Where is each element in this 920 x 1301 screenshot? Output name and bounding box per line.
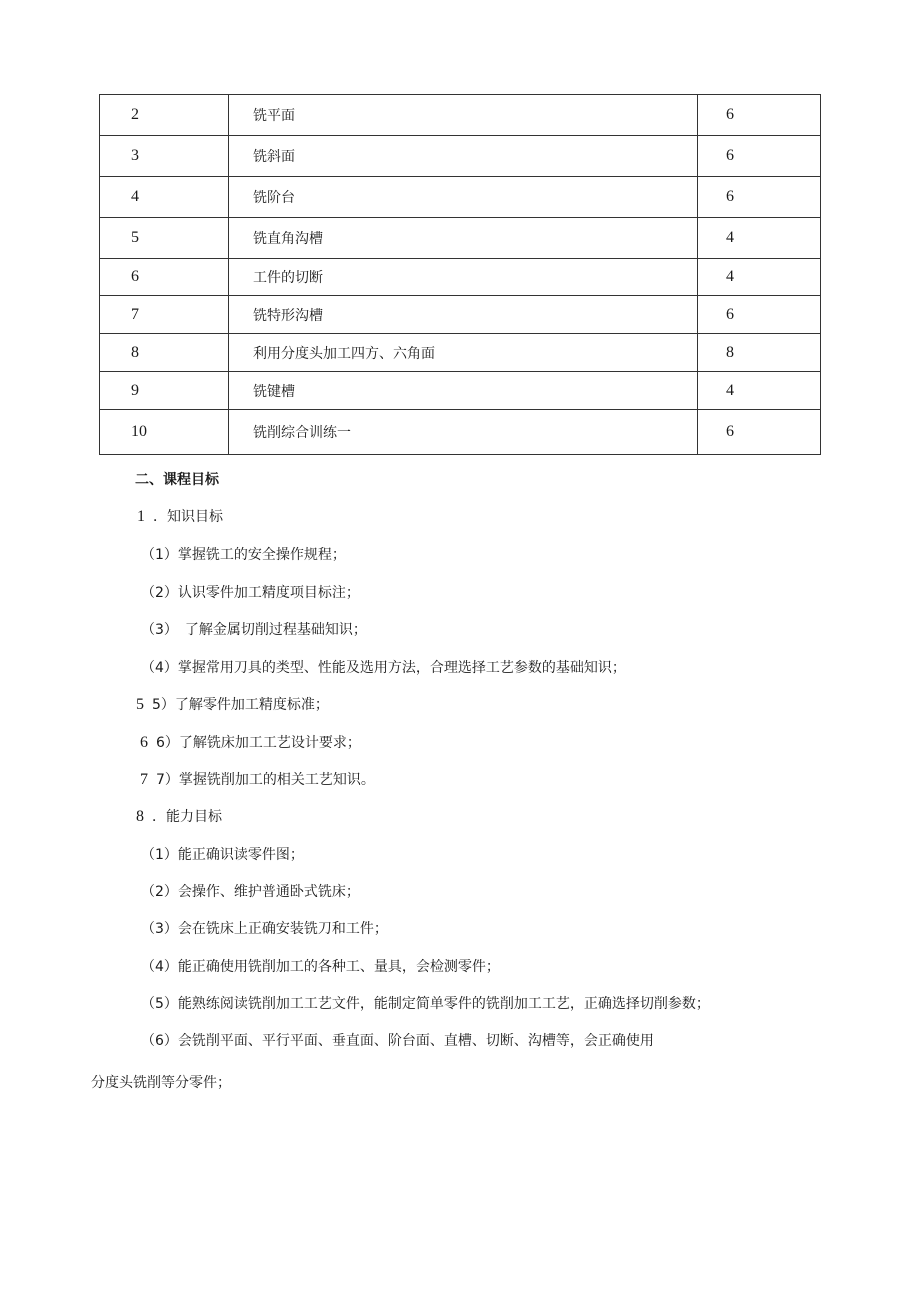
ability-goals-title bbox=[136, 808, 222, 826]
ability-item: （5）能熟练阅读铣削加工工艺文件，能制定简单零件的铣削加工工艺，正确选择切削参数； bbox=[141, 996, 710, 1012]
ability-item-continuation: 分度头铣削等分零件； bbox=[91, 1075, 231, 1091]
row-hours: 4 bbox=[698, 372, 821, 410]
ability-goals-number: 8 bbox=[136, 808, 144, 825]
row-topic: 铣平面 bbox=[229, 95, 698, 136]
knowledge-item: （4）掌握常用刀具的类型、性能及选用方法，合理选择工艺参数的基础知识； bbox=[141, 660, 626, 676]
row-number: 5 bbox=[100, 218, 229, 259]
row-hours: 8 bbox=[698, 334, 821, 372]
row-number: 4 bbox=[100, 177, 229, 218]
row-number: 3 bbox=[100, 136, 229, 177]
row-number: 7 bbox=[100, 296, 229, 334]
section-heading: 二、课程目标 bbox=[135, 472, 219, 488]
ability-item: （6）会铣削平面、平行平面、垂直面、阶台面、直槽、切断、沟槽等，会正确使用 bbox=[141, 1033, 654, 1049]
table-row bbox=[100, 410, 821, 455]
table-row bbox=[100, 372, 821, 410]
knowledge-item bbox=[136, 696, 329, 714]
row-hours: 6 bbox=[698, 296, 821, 334]
row-topic: 铣键槽 bbox=[229, 372, 698, 410]
table-row bbox=[100, 218, 821, 259]
row-topic: 铣斜面 bbox=[229, 136, 698, 177]
table-row bbox=[100, 259, 821, 296]
ability-item: （2）会操作、维护普通卧式铣床； bbox=[141, 884, 360, 900]
course-hours-table bbox=[99, 94, 821, 455]
ability-goals-label: ．能力目标 bbox=[152, 809, 222, 825]
row-hours: 6 bbox=[698, 410, 821, 455]
row-topic: 铣特形沟槽 bbox=[229, 296, 698, 334]
item-text: 6）了解铣床加工工艺设计要求； bbox=[156, 735, 361, 751]
row-number: 6 bbox=[100, 259, 229, 296]
row-hours: 6 bbox=[698, 95, 821, 136]
ability-item: （4）能正确使用铣削加工的各种工、量具，会检测零件； bbox=[141, 959, 500, 975]
knowledge-item bbox=[140, 771, 375, 789]
row-hours: 4 bbox=[698, 218, 821, 259]
item-number: 6 bbox=[140, 734, 148, 751]
row-hours: 6 bbox=[698, 177, 821, 218]
item-number: 7 bbox=[140, 771, 148, 788]
item-text: 7）掌握铣削加工的相关工艺知识。 bbox=[156, 772, 375, 788]
table-row bbox=[100, 136, 821, 177]
row-topic: 工件的切断 bbox=[229, 259, 698, 296]
row-topic: 利用分度头加工四方、六角面 bbox=[229, 334, 698, 372]
row-number: 8 bbox=[100, 334, 229, 372]
ability-item: （3）会在铣床上正确安装铣刀和工件； bbox=[141, 921, 388, 937]
knowledge-goals-title bbox=[137, 508, 223, 526]
table-row bbox=[100, 95, 821, 136]
table-row bbox=[100, 296, 821, 334]
table-row bbox=[100, 334, 821, 372]
row-hours: 4 bbox=[698, 259, 821, 296]
row-topic: 铣直角沟槽 bbox=[229, 218, 698, 259]
knowledge-item: （1）掌握铣工的安全操作规程； bbox=[141, 547, 346, 563]
row-topic: 铣阶台 bbox=[229, 177, 698, 218]
row-number: 9 bbox=[100, 372, 229, 410]
knowledge-item: （3） 了解金属切削过程基础知识； bbox=[141, 622, 367, 638]
row-hours: 6 bbox=[698, 136, 821, 177]
row-number: 10 bbox=[100, 410, 229, 455]
ability-item: （1）能正确识读零件图； bbox=[141, 847, 304, 863]
item-number: 5 bbox=[136, 696, 144, 713]
knowledge-goals-number: 1 bbox=[137, 508, 145, 525]
row-topic: 铣削综合训练一 bbox=[229, 410, 698, 455]
row-number: 2 bbox=[100, 95, 229, 136]
knowledge-item bbox=[140, 734, 361, 752]
table-row bbox=[100, 177, 821, 218]
item-text: 5）了解零件加工精度标准； bbox=[152, 697, 329, 713]
knowledge-item: （2）认识零件加工精度项目标注； bbox=[141, 585, 360, 601]
knowledge-goals-label: ．知识目标 bbox=[153, 509, 223, 525]
